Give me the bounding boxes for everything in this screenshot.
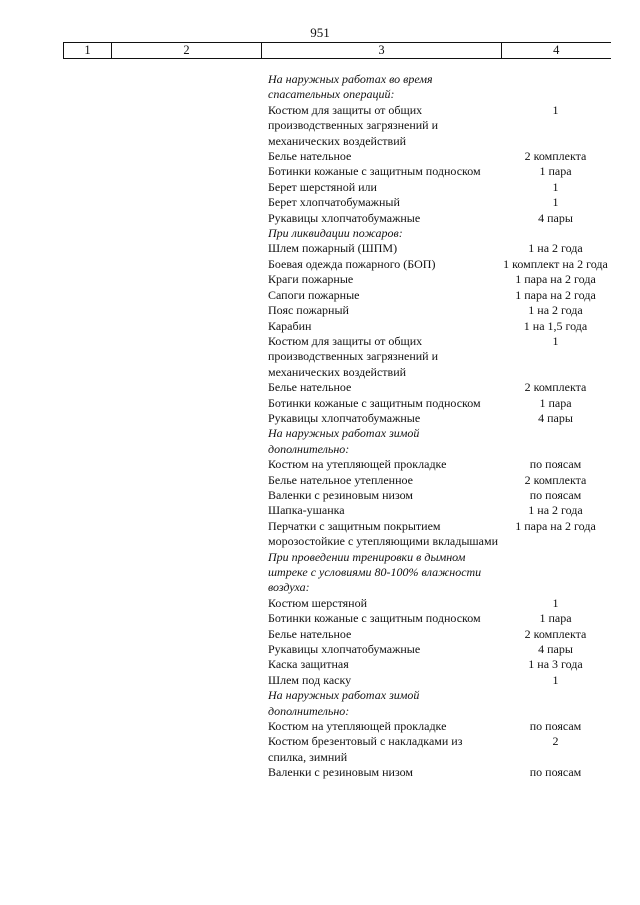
equipment-item: Валенки с резиновым низом	[268, 765, 414, 780]
equipment-item: Костюм на утепляющей прокладке	[268, 457, 447, 472]
equipment-row	[268, 673, 610, 688]
equipment-item: Шапка-ушанка	[268, 503, 345, 518]
equipment-row	[268, 488, 610, 503]
section-heading: На наружных работах во время спасательных операций:	[268, 72, 433, 102]
issue-norm: 1	[552, 333, 559, 348]
equipment-row	[268, 303, 610, 318]
issue-norm: 1 пара	[539, 164, 572, 179]
equipment-row	[268, 611, 610, 626]
issue-norm: 1	[552, 102, 559, 117]
equipment-row	[268, 241, 610, 256]
equipment-row	[268, 411, 610, 426]
equipment-row	[268, 719, 610, 734]
section-heading: На наружных работах зимой дополнительно:	[268, 426, 420, 456]
equipment-item: Карабин	[268, 318, 312, 333]
equipment-item: Сапоги пожарные	[268, 287, 360, 302]
equipment-row	[268, 642, 610, 657]
equipment-row	[268, 627, 610, 642]
issue-norm: 1	[552, 179, 559, 194]
issue-norm: 1 на 2 года	[528, 503, 583, 518]
section-heading: При ликвидации пожаров:	[268, 226, 403, 241]
equipment-item: Ботинки кожаные с защитным подноском	[268, 395, 481, 410]
equipment-item: Костюм на утепляющей прокладке	[268, 719, 447, 734]
equipment-row	[268, 765, 610, 780]
issue-norm: по поясам	[529, 457, 582, 472]
issue-norm: 1 пара	[539, 395, 572, 410]
equipment-item: Костюм брезентовый с накладками из спилка, зимний	[268, 734, 463, 764]
equipment-item: Белье нательное	[268, 380, 352, 395]
equipment-item: Ботинки кожаные с защитным подноском	[268, 164, 481, 179]
equipment-row	[268, 272, 610, 287]
issue-norm: 2 комплекта	[524, 380, 587, 395]
issue-norm: 1 на 2 года	[528, 303, 583, 318]
equipment-row	[268, 657, 610, 672]
column-2-number: 2	[112, 43, 262, 59]
equipment-row	[268, 257, 610, 272]
issue-norm: по поясам	[529, 765, 582, 780]
issue-norm: 4 пары	[538, 410, 573, 425]
equipment-item: Берет шерстяной или	[268, 179, 377, 194]
issue-norm: 4 пары	[538, 210, 573, 225]
issue-norm: 2	[552, 734, 559, 749]
equipment-item: Рукавицы хлопчатобумажные	[268, 642, 421, 657]
issue-norm: 1 пара на 2 года	[515, 287, 596, 302]
equipment-row	[268, 734, 610, 765]
equipment-item: Белье нательное утепленное	[268, 472, 413, 487]
section-heading-row	[268, 226, 610, 241]
equipment-row	[268, 211, 610, 226]
issue-norm: 1 пара на 2 года	[515, 272, 596, 287]
equipment-row	[268, 288, 610, 303]
equipment-item: Белье нательное	[268, 149, 352, 164]
equipment-row	[268, 380, 610, 395]
issue-norm: 2 комплекта	[524, 626, 587, 641]
equipment-row	[268, 180, 610, 195]
section-heading-row	[268, 426, 610, 457]
column-1-number: 1	[64, 43, 112, 59]
section-heading-row	[268, 550, 610, 596]
issue-norm: 1 комплект на 2 года	[503, 256, 608, 271]
equipment-item: Шлем пожарный (ШПМ)	[268, 241, 398, 256]
equipment-item: Каска защитная	[268, 657, 349, 672]
issue-norm: 1 на 3 года	[528, 657, 583, 672]
equipment-row	[268, 596, 610, 611]
issue-norm: 1 пара на 2 года	[515, 518, 596, 533]
issue-norm: 1 на 1,5 года	[523, 318, 588, 333]
equipment-item: Боевая одежда пожарного (БОП)	[268, 256, 436, 271]
equipment-item: Валенки с резиновым низом	[268, 487, 414, 502]
equipment-item: Белье нательное	[268, 626, 352, 641]
equipment-row	[268, 457, 610, 472]
issue-norm: по поясам	[529, 719, 582, 734]
equipment-item: Костюм для защиты от общих производственных загрязнений и механических воздействий	[268, 333, 439, 379]
equipment-row	[268, 164, 610, 179]
equipment-row	[268, 103, 610, 149]
issue-norm: 4 пары	[538, 642, 573, 657]
equipment-row	[268, 319, 610, 334]
issue-norm: 1	[552, 195, 559, 210]
issue-norm: 1	[552, 672, 559, 687]
equipment-item: Рукавицы хлопчатобумажные	[268, 210, 421, 225]
section-heading-row	[268, 72, 610, 103]
equipment-row	[268, 473, 610, 488]
equipment-row	[268, 195, 610, 210]
section-heading: На наружных работах зимой дополнительно:	[268, 688, 420, 718]
issue-norm: 1 на 2 года	[528, 241, 583, 256]
protective-equipment-list	[268, 72, 610, 781]
equipment-item: Костюм для защиты от общих производственных загрязнений и механических воздействий	[268, 102, 439, 148]
column-number-header	[63, 42, 611, 59]
issue-norm: 2 комплекта	[524, 149, 587, 164]
issue-norm: по поясам	[529, 487, 582, 502]
issue-norm: 2 комплекта	[524, 472, 587, 487]
equipment-item: Пояс пожарный	[268, 303, 349, 318]
equipment-row	[268, 503, 610, 518]
equipment-item: Берет хлопчатобумажный	[268, 195, 400, 210]
equipment-item: Перчатки с защитным покрытием морозостойкие с утепляющими вкладышами	[268, 518, 499, 549]
equipment-item: Костюм шерстяной	[268, 595, 368, 610]
equipment-row	[268, 396, 610, 411]
column-4-number: 4	[502, 43, 611, 59]
page-number: 951	[310, 25, 330, 40]
equipment-row	[268, 519, 610, 550]
issue-norm: 1	[552, 595, 559, 610]
equipment-row	[268, 149, 610, 164]
equipment-item: Краги пожарные	[268, 272, 354, 287]
equipment-item: Ботинки кожаные с защитным подноском	[268, 611, 481, 626]
column-3-number: 3	[262, 43, 502, 59]
issue-norm: 1 пара	[539, 611, 572, 626]
equipment-item: Рукавицы хлопчатобумажные	[268, 410, 421, 425]
equipment-item: Шлем под каску	[268, 672, 352, 687]
section-heading-row	[268, 688, 610, 719]
equipment-row	[268, 334, 610, 380]
section-heading: При проведении тренировки в дымном штреке с условиями 80-100% влажности воздуха:	[268, 549, 482, 595]
